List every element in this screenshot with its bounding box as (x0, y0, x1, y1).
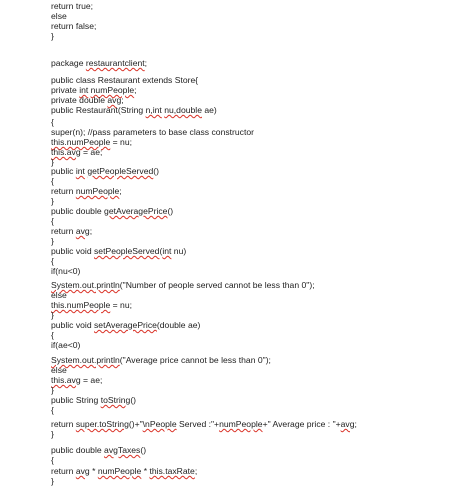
code-text: * (141, 466, 150, 476)
code-text: return (51, 186, 76, 196)
code-text: ; (121, 95, 124, 105)
spellcheck-flagged-token: setPeopleServed (94, 246, 160, 256)
code-line (51, 147, 102, 157)
code-text: public double (51, 445, 105, 455)
code-line (51, 58, 147, 68)
code-text: = nu; (110, 137, 132, 147)
code-line (51, 95, 124, 105)
code-text: { (51, 117, 54, 127)
code-text: public void (51, 246, 94, 256)
code-line (51, 226, 92, 236)
code-text: } (51, 429, 54, 439)
code-text: Served :"+ (176, 419, 220, 429)
code-text: ; (134, 85, 137, 95)
code-line (51, 186, 122, 196)
spellcheck-flagged-token: getPeopleServed (87, 166, 154, 176)
code-text: else (51, 365, 67, 375)
code-line (51, 117, 54, 127)
code-text: { (51, 176, 54, 186)
spellcheck-flagged-token: getAveragePrice (104, 206, 168, 216)
code-line (51, 310, 54, 320)
code-line (51, 1, 93, 11)
code-text: ()+" (128, 419, 143, 429)
code-text: ("Number of people served cannot be less than 0"); (119, 280, 315, 290)
code-line (51, 405, 54, 415)
code-line (51, 127, 254, 137)
code-text: } (51, 157, 54, 167)
code-text: private double (51, 95, 108, 105)
code-line (51, 236, 54, 246)
code-text: ; (354, 419, 357, 429)
spellcheck-flagged-token: toString (100, 395, 131, 405)
code-line (51, 455, 54, 465)
spellcheck-flagged-token: int (162, 246, 172, 256)
code-line (51, 31, 54, 41)
code-text: if(ae<0) (51, 340, 81, 350)
spellcheck-flagged-token: int (75, 166, 85, 176)
code-text: { (51, 216, 54, 226)
code-text: private (51, 85, 80, 95)
code-line (51, 395, 136, 405)
code-line (51, 105, 217, 115)
code-text: { (51, 330, 54, 340)
code-text: super(n); //pass parameters to base class constructor (51, 127, 254, 137)
spellcheck-flagged-token: this.numPeople (51, 137, 111, 147)
code-text: return (51, 419, 76, 429)
code-text: (double ae) (156, 320, 201, 330)
code-text: { (51, 405, 54, 415)
spellcheck-flagged-token: restaurantclient (85, 58, 145, 68)
code-text: = ae; (80, 147, 103, 157)
code-line (51, 75, 198, 85)
code-text: () (130, 395, 137, 405)
code-line (51, 340, 80, 350)
spellcheck-flagged-token: this.numPeople (51, 300, 111, 310)
spellcheck-flagged-token: System.out.println (51, 355, 120, 365)
code-line (51, 216, 54, 226)
code-line (51, 166, 159, 176)
code-text: } (51, 196, 54, 206)
spellcheck-flagged-token: avg (75, 466, 90, 476)
code-line (51, 429, 54, 439)
code-text: return (51, 226, 76, 236)
code-line (51, 320, 200, 330)
code-text: return true; (51, 1, 94, 11)
spellcheck-flagged-token: n,int (145, 105, 162, 115)
code-text: = nu; (110, 300, 132, 310)
code-line (51, 85, 137, 95)
spellcheck-flagged-token: nu,double (164, 105, 202, 115)
spellcheck-flagged-token: this.avg (51, 375, 81, 385)
spellcheck-flagged-token: avg (340, 419, 355, 429)
code-line (51, 445, 146, 455)
code-text: ae) (201, 105, 217, 115)
code-text: ; (144, 58, 148, 68)
spellcheck-flagged-token: numPeople (75, 186, 120, 196)
code-text: public class Restaurant extends Store{ (51, 75, 199, 85)
code-text: * (89, 466, 98, 476)
code-text: ; (194, 466, 198, 476)
code-text: ("Average price cannot be less than 0"); (119, 355, 271, 365)
code-text: nu) (171, 246, 187, 256)
code-text: } (51, 385, 54, 395)
spellcheck-flagged-token: this.taxRate (149, 466, 195, 476)
code-text: else (51, 290, 67, 300)
code-text: package (51, 58, 86, 68)
code-text: } (51, 31, 54, 41)
code-text: return (51, 466, 76, 476)
code-line (51, 300, 132, 310)
code-text: public Restaurant(String (51, 105, 146, 115)
code-text: { (51, 256, 54, 266)
spellcheck-flagged-token: super.toString (75, 419, 129, 429)
code-line (51, 11, 67, 21)
code-text: { (51, 455, 54, 465)
code-line (51, 466, 197, 476)
code-line (51, 419, 357, 429)
spellcheck-flagged-token: \nPeople (142, 419, 177, 429)
code-text: } (51, 476, 54, 486)
code-line (51, 476, 54, 486)
code-text: () (167, 206, 174, 216)
code-line (51, 375, 102, 385)
code-text: if(nu<0) (51, 266, 81, 276)
code-text: public (51, 166, 76, 176)
spellcheck-flagged-token: numPeople (219, 419, 263, 429)
code-line (51, 290, 67, 300)
code-text: ( (159, 246, 163, 256)
code-text: = ae; (80, 375, 103, 385)
code-text: ; (119, 186, 122, 196)
code-line (51, 21, 96, 31)
spellcheck-flagged-token: avgTaxes (104, 445, 141, 455)
spellcheck-flagged-token: setAveragePrice (94, 320, 157, 330)
code-text: } (51, 236, 54, 246)
code-text: +" Average price : "+ (262, 419, 341, 429)
code-line (51, 246, 186, 256)
code-line (51, 176, 54, 186)
code-line (51, 280, 315, 290)
code-text: return false; (51, 21, 97, 31)
spellcheck-flagged-token: avg (75, 226, 90, 236)
code-line (51, 256, 54, 266)
code-line (51, 355, 271, 365)
code-text: } (51, 310, 54, 320)
spellcheck-flagged-token: int (79, 85, 89, 95)
code-line (51, 137, 132, 147)
code-text: ; (89, 226, 93, 236)
spellcheck-flagged-token: this.avg (51, 147, 81, 157)
code-text: public double (51, 206, 105, 216)
spellcheck-flagged-token: avg (107, 95, 122, 105)
code-line (51, 196, 54, 206)
spellcheck-flagged-token: numPeople (90, 85, 135, 95)
code-text: () (140, 445, 147, 455)
code-line (51, 385, 54, 395)
code-text: public String (51, 395, 101, 405)
spellcheck-flagged-token: System.out.println (51, 280, 120, 290)
code-text: () (153, 166, 159, 176)
code-line (51, 330, 54, 340)
code-text: else (51, 11, 67, 21)
code-line (51, 365, 67, 375)
spellcheck-flagged-token: numPeople (97, 466, 142, 476)
code-text: public void (51, 320, 94, 330)
code-line (51, 266, 80, 276)
code-line (51, 206, 173, 216)
